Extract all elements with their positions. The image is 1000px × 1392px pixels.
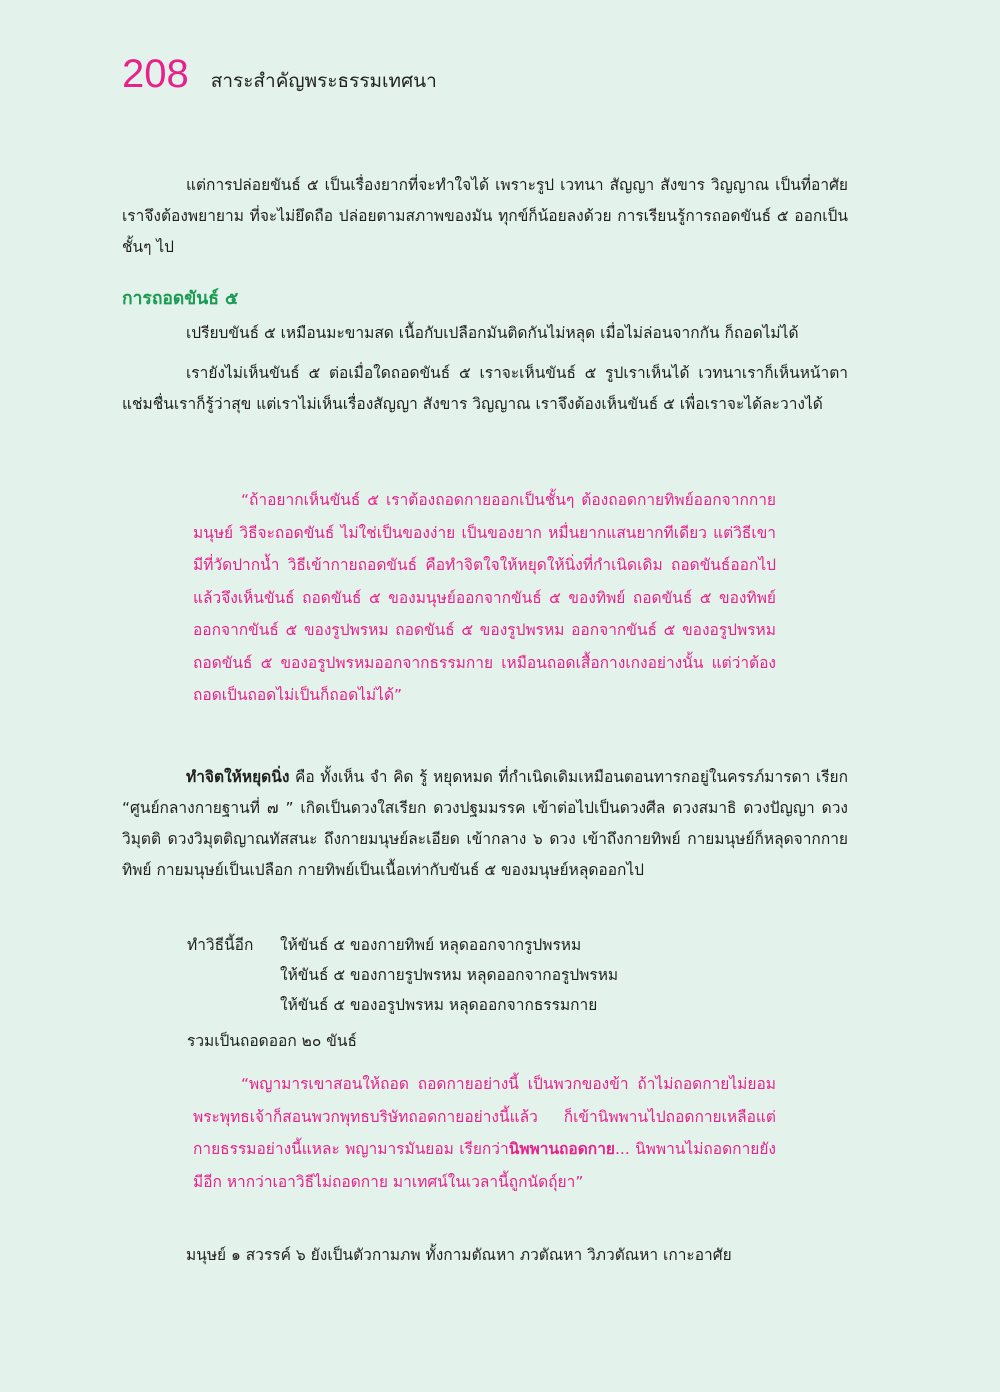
quote-block-1: “ถ้าอยากเห็นขันธ์ ๕ เราต้องถอดกายออกเป็นชั้นๆ ต้องถอดกายทิพย์ออกจากกายมนุษย์ วิธีจะถอดขันธ์ ไม่ใช่เป็นของง่าย เป็นของยาก หมื่นยากแสนยากทีเดียว แต่วิธีเขามีที่วัดปากน้ำ วิธีเข้ากายถอดขันธ์ คือทำจิตใจให้หยุดให้นิ่งที่กำเนิดเดิม ถอดขันธ์ออกไป แล้วจึงเห็นขันธ์ ถอดขันธ์ ๕ ของมนุษย์ออกจากขันธ์ ๕ ของทิพย์ ถอดขันธ์ ๕ ของทิพย์ออกจากขันธ์ ๕ ของรูปพรหม ถอดขันธ์ ๕ ของรูปพรหม ออกจากขันธ์ ๕ ของอรูปพรหม ถอดขันธ์ ๕ ของอรูปพรหมออกจากธรรมกาย เหมือนถอดเสื้อกางเกงอย่างนั้น แต่ว่าต้องถอดเป็นถอดไม่เป็นก็ถอดไม่ได้” [193, 491, 776, 704]
running-title: สาระสำคัญพระธรรมเทศนา [210, 70, 437, 92]
intro-paragraph: แต่การปล่อยขันธ์ ๕ เป็นเรื่องยากที่จะทำใจได้ เพราะรูป เวทนา สัญญา สังขาร วิญญาณ เป็นที่อาศัย เราจึงต้องพยายาม ที่จะไม่ยึดถือ ปล่อยตามสภาพของมัน ทุกข์ก็น้อยลงด้วย การเรียนรู้การถอดขันธ์ ๕ ออกเป็นชั้นๆ ไป [122, 176, 848, 256]
quote2-bold-term: นิพพานถอดกาย [508, 1140, 615, 1158]
stillness-block [122, 762, 848, 886]
method-total: รวมเป็นถอดออก ๒๐ ขันธ์ [187, 1032, 357, 1050]
closing-paragraph: มนุษย์ ๑ สวรรค์ ๖ ยังเป็นตัวกามภพ ทั้งกามตัณหา ภวตัณหา วิภวตัณหา เกาะอาศัย [186, 1246, 732, 1264]
stillness-paragraph [122, 762, 848, 886]
method-row-1 [187, 930, 618, 960]
section-heading: การถอดขันธ์ ๕ [122, 289, 239, 309]
stillness-term: ทำจิตให้หยุดนิ่ง [186, 768, 290, 786]
method-row-3 [187, 990, 618, 1020]
method-lead: ทำวิธีนี้อีก [187, 936, 254, 954]
quote2-text-after: ... นิพพานไม่ถอดกายยังมีอีก หากว่าเอาวิธีไม่ถอดกาย มาเทศน์ในเวลานี้ถูกนัดถุ์ยา” [193, 1140, 777, 1191]
page-number: 208 [122, 52, 189, 96]
quote-block-2 [193, 1068, 776, 1198]
stillness-text: คือ ทั้งเห็น จำ คิด รู้ หยุดหมด ที่กำเนิดเดิมเหมือนตอนทารกอยู่ในครรภ์มารดา เรียก “ศูนย์กลางกายฐานที่ ๗ ” เกิดเป็นดวงใสเรียก ดวงปฐมมรรค เข้าต่อไปเป็นดวงศีล ดวงสมาธิ ดวงปัญญา ดวงวิมุตติ ดวงวิมุตติญาณทัสสนะ ถึงกายมนุษย์ละเอียด เข้ากลาง ๖ ดวง เข้าถึงกายทิพย์ กายมนุษย์ก็หลุดจากกายทิพย์ กายมนุษย์เป็นเปลือก กายทิพย์เป็นเนื้อเท่ากับขันธ์ ๕ ของมนุษย์หลุดออกไป [122, 768, 848, 879]
section-body [122, 318, 848, 420]
intro-block [122, 170, 848, 263]
method-line-1: ให้ขันธ์ ๕ ของกายทิพย์ หลุดออกจากรูปพรหม [280, 936, 582, 954]
section-paragraph-1: เปรียบขันธ์ ๕ เหมือนมะขามสด เนื้อกับเปลือกมันติดกันไม่หลุด เมื่อไม่ล่อนจากกัน ก็ถอดไม่ได้ [186, 324, 799, 342]
section-paragraph-2: เรายังไม่เห็นขันธ์ ๕ ต่อเมื่อใดถอดขันธ์ ๕ เราจะเห็นขันธ์ ๕ รูปเราเห็นได้ เวทนาเราก็เห็นหน้าตาแช่มชื่นเราก็รู้ว่าสุข แต่เราไม่เห็นเรื่องสัญญา สังขาร วิญญาณ เราจึงต้องเห็นขันธ์ ๕ เพื่อเราจะได้ละวางได้ [122, 364, 848, 413]
method-list [187, 930, 618, 1056]
method-line-3: ให้ขันธ์ ๕ ของอรูปพรหม หลุดออกจากธรรมกาย [280, 996, 598, 1014]
quote2-text-before: “พญามารเขาสอนให้ถอด ถอดกายอย่างนี้ เป็นพวกของข้า ถ้าไม่ถอดกายไม่ยอม พระพุทธเจ้าก็สอนพวกพุทธบริษัทถอดกายอย่างนี้แล้ว ก็เข้านิพพานไปถอดกายเหลือแต่กายธรรมอย่างนี้แหละ พญามารมันยอม เรียกว่า [193, 1075, 776, 1158]
closing-block [122, 1240, 848, 1271]
page-header [122, 52, 437, 97]
method-line-2: ให้ขันธ์ ๕ ของกายรูปพรหม หลุดออกจากอรูปพรหม [280, 966, 619, 984]
method-row-2 [187, 960, 618, 990]
method-total-row [187, 1026, 618, 1056]
